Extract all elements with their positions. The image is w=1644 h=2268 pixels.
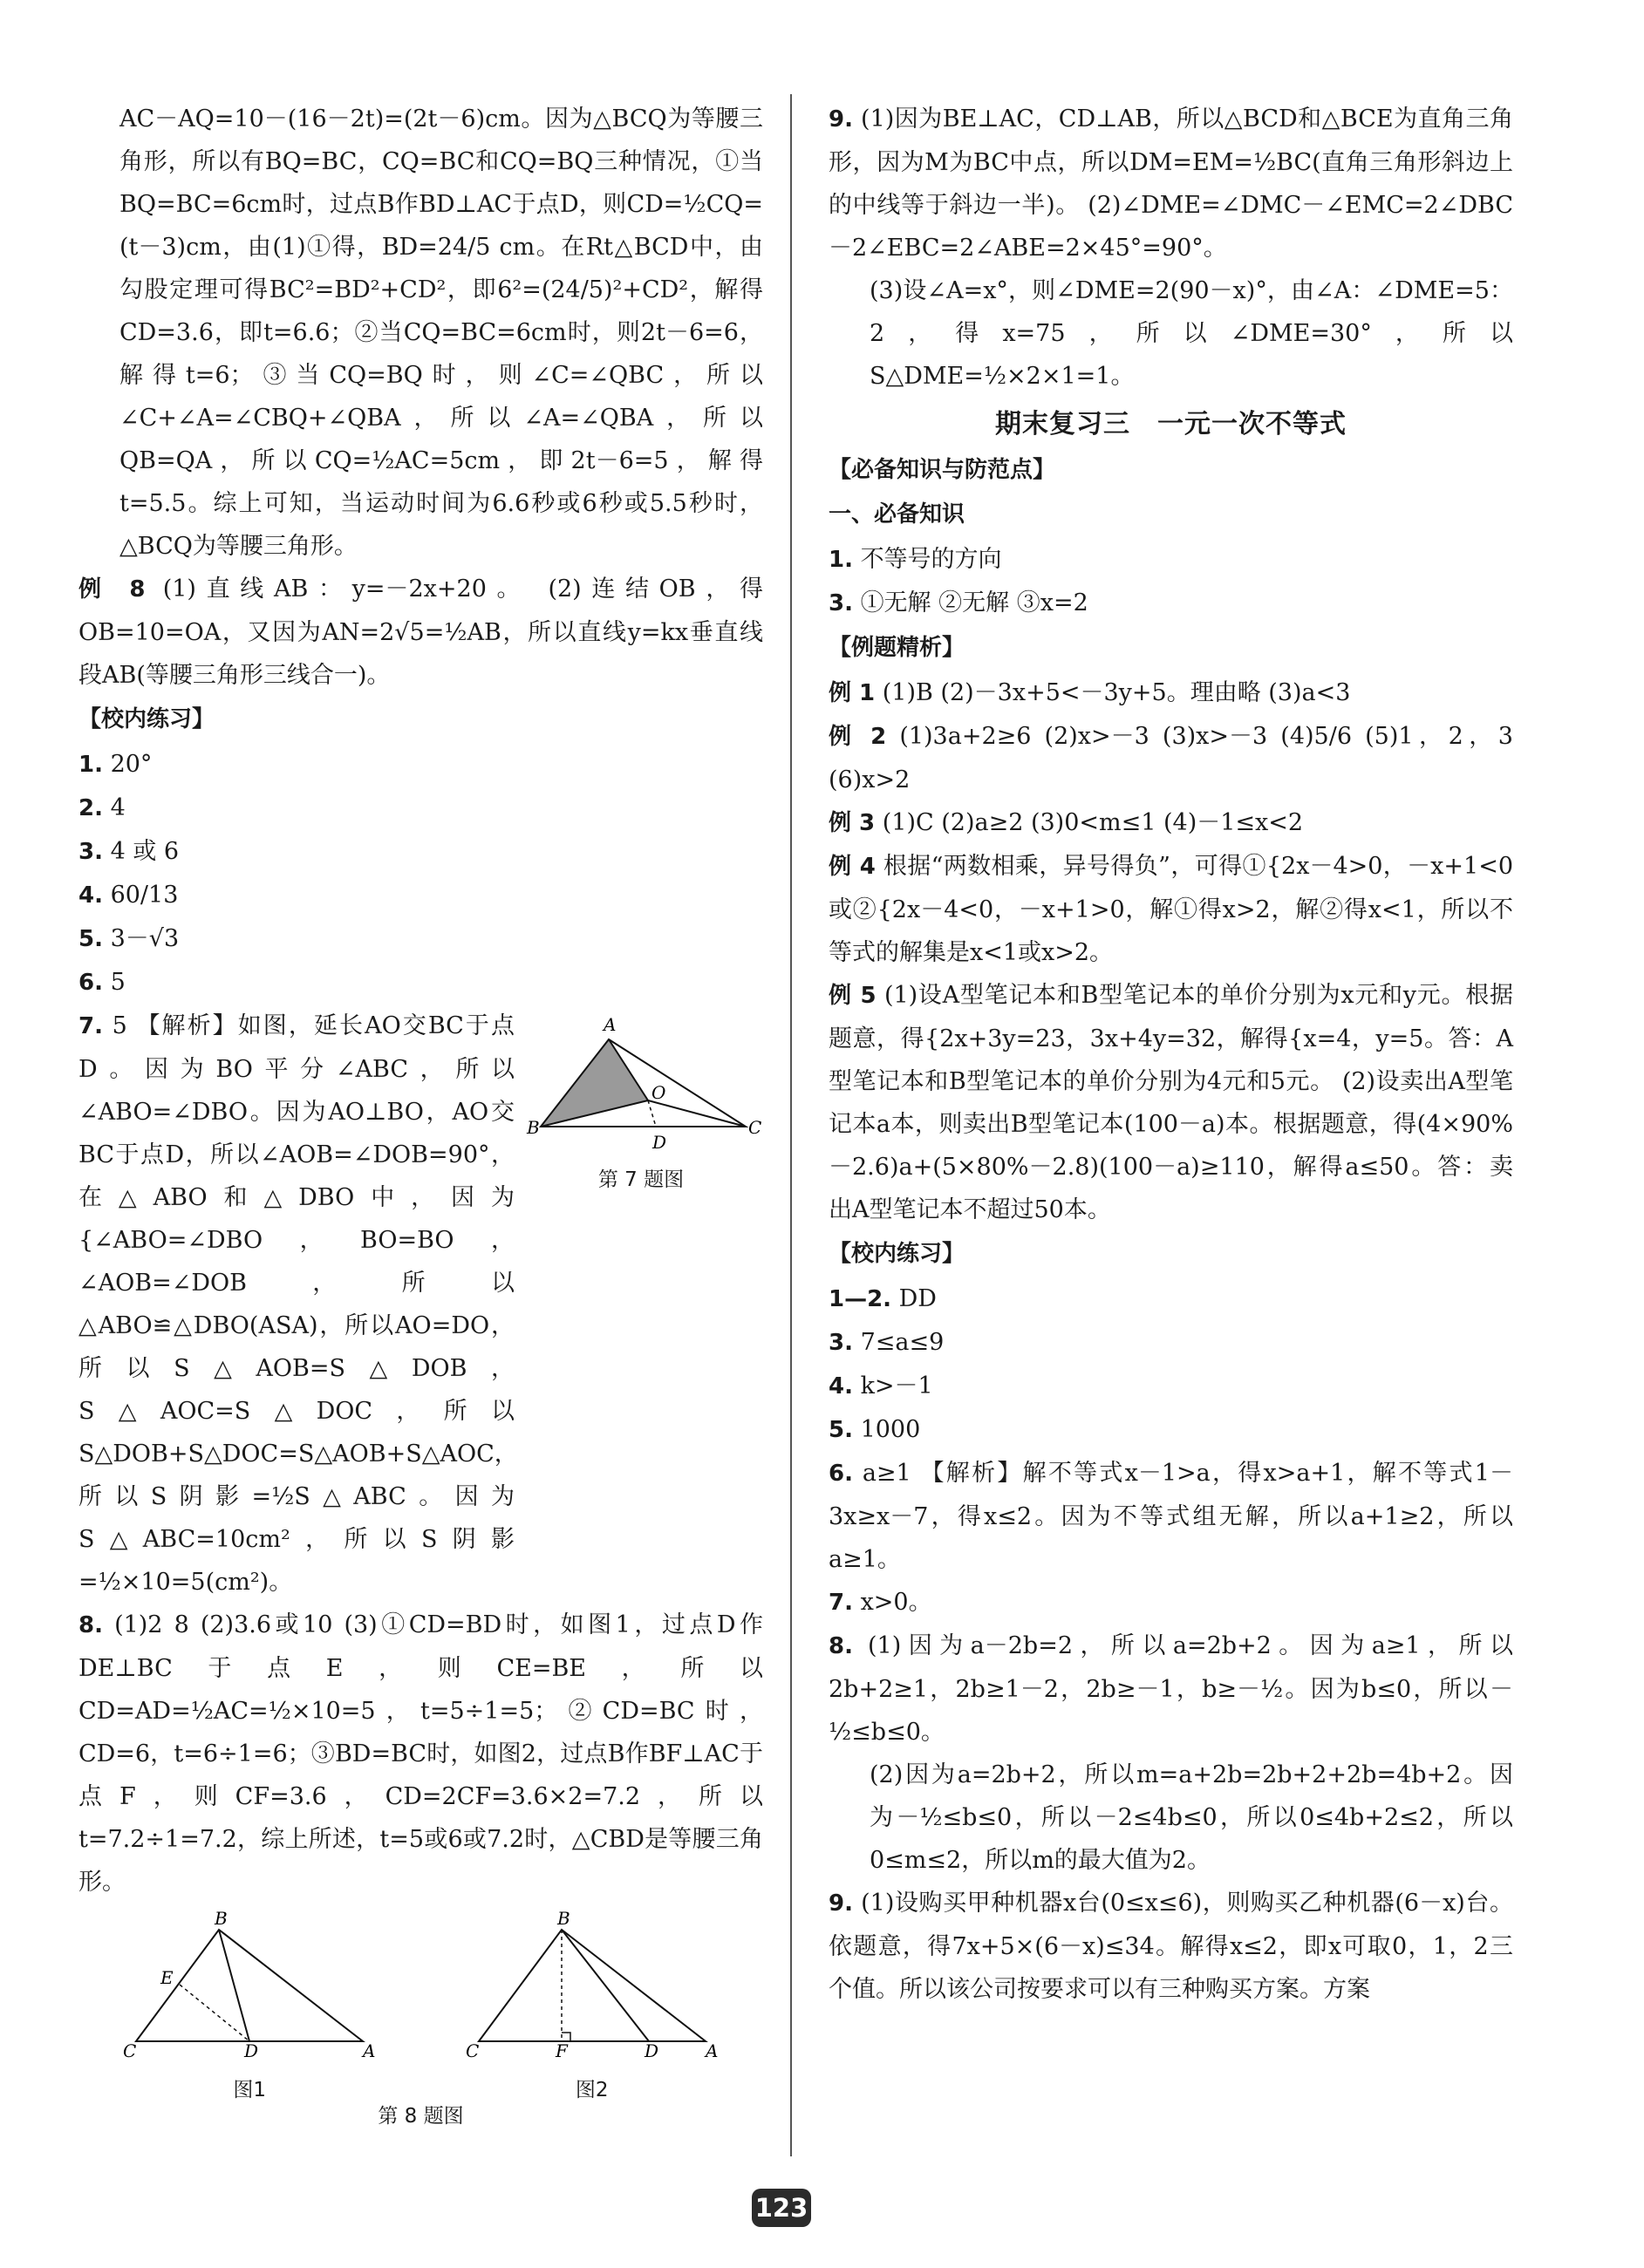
- answer-num: 2.: [78, 795, 103, 821]
- practice-text: (1)设购买甲种机器x台(0≤x≤6)，则购买乙种机器(6－x)台。依题意，得7x+5×(6－x)≤34。解得x≤2，即x可取0，1，2三个值。所以该公司按要求可以有三种购买方案。方案: [829, 1890, 1513, 2003]
- question-8-num: 8.: [78, 1612, 103, 1638]
- figure-8-2-label-B: B: [556, 1908, 570, 1929]
- practice-text: 7≤a≤9: [860, 1329, 945, 1356]
- question-7: [78, 1005, 763, 1604]
- example-item: [829, 974, 1513, 1231]
- figure-7-label-D: D: [652, 1132, 667, 1153]
- answer-list-left: [78, 743, 763, 1005]
- example-label: 例 5: [829, 983, 877, 1009]
- page-number: 123: [752, 2189, 811, 2227]
- practice-num: 5.: [829, 1417, 853, 1443]
- practice-num: 4.: [829, 1373, 853, 1400]
- knowledge-text: ①无解 ②无解 ③x=2: [860, 589, 1088, 616]
- figure-7-label-A: A: [604, 1014, 617, 1035]
- practice-num: 6.: [829, 1461, 853, 1487]
- question-9-part3: (3)设∠A=x°，则∠DME=2(90－x)°，由∠A：∠DME=5：2，得x=75，所以∠DME=30°，所以S△DME=½×2×1=1。: [870, 277, 1513, 390]
- question-8: [78, 1604, 763, 1904]
- answer-text: 20°: [110, 751, 153, 778]
- example-text: (1)B (2)－3x+5<－3y+5。理由略 (3)a<3: [882, 679, 1351, 706]
- example-text: 根据“两数相乘，异号得负”，可得①{2x－4>0，－x+1<0 或②{2x－4<0，－x+1>0，解①得x>2，解②得x<1，所以不等式的解集是x<1或x>2。: [829, 853, 1513, 966]
- left-column: [78, 98, 763, 2129]
- figure-8-1-label: 图1: [233, 2079, 267, 2101]
- figure-7: [519, 1005, 763, 1193]
- practice-item: [829, 1277, 1513, 1321]
- knowledge-item: [829, 538, 1513, 582]
- examples-heading: 【例题精析】: [829, 635, 965, 661]
- figure-8-1: [119, 1910, 380, 2103]
- figure-8-2: [461, 1910, 723, 2103]
- practice-num: 1—2.: [829, 1286, 892, 1312]
- question-9-top: [829, 98, 1513, 269]
- figure-8-2-diagram: [461, 1910, 723, 2063]
- example-text: (1)3a+2≥6 (2)x>－3 (3)x>－3 (4)5/6 (5)1，2，3 (6)x>2: [829, 723, 1513, 793]
- figure-8-1-label-B: B: [215, 1908, 228, 1929]
- knowledge-num: 1.: [829, 547, 853, 573]
- continued-solution: AC－AQ=10－(16－2t)=(2t－6)cm。因为△BCQ为等腰三角形，所以有BQ=BC，CQ=BC和CQ=BQ三种情况，①当BQ=BC=6cm时，过点B作BD⊥AC于点D，则CD=½CQ=(t－3)cm，由(1)①得，BD=24/5 cm。在Rt△BCD中，由勾股定理可得BC²=BD²+CD²，即6²=(24/5)²+CD²，解得CD=3.6，即t=6.6；②当CQ=BC=6cm时，则2t－6=6，解得t=6；③当CQ=BQ时，则∠C=∠QBC，所以∠C+∠A=∠CBQ+∠QBA，所以∠A=∠QBA，所以QB=QA，所以CQ=½AC=5cm，即2t－6=5，解得t=5.5。综上可知，当运动时间为6.6秒或6秒或5.5秒时，△BCQ为等腰三角形。: [119, 106, 763, 560]
- knowledge-num: 3.: [829, 590, 853, 616]
- practice-text: a≥1 【解析】解不等式x－1>a，得x>a+1，解不等式1－3x≥x－7，得x≤2。因为不等式组无解，所以a+1≥2，所以a≥1。: [829, 1460, 1513, 1573]
- answer-item: [78, 830, 763, 874]
- answer-item: [78, 874, 763, 917]
- question-9-body: (1)因为BE⊥AC，CD⊥AB，所以△BCD和△BCE为直角三角形，因为M为BC中点，所以DM=EM=½BC(直角三角形斜边上的中线等于斜边一半)。 (2)∠DME=∠DMC－∠EMC=2∠DBC－2∠EBC=2∠ABE=2×45°=90°。: [829, 106, 1513, 262]
- practice-text: 1000: [860, 1416, 921, 1443]
- answer-num: 4.: [78, 882, 103, 909]
- practice-text: (1)因为a－2b=2，所以a=2b+2。因为a≥1，所以2b+2≥1，2b≥1－2，2b≥－1，b≥－½。因为b≤0，所以－½≤b≤0。: [829, 1632, 1513, 1746]
- practice-num: 9.: [829, 1890, 853, 1917]
- example-item: [829, 715, 1513, 801]
- question-7-num: 7.: [78, 1013, 103, 1039]
- example-8-label: 例 8: [78, 576, 146, 603]
- question-7-text: [78, 1005, 518, 1604]
- answer-text: 5: [110, 969, 126, 996]
- column-divider: [790, 94, 792, 2156]
- practice-8-part2: (2)因为a=2b+2，所以m=a+2b=2b+2+2b=4b+2。因为－½≤b≤0，所以－2≤4b≤0，所以0≤4b+2≤2，所以0≤m≤2，所以m的最大值为2。: [870, 1761, 1513, 1874]
- answer-item: [78, 743, 763, 787]
- practice-item: [829, 1452, 1513, 1581]
- question-8-body: (1)2 8 (2)3.6或10 (3)①CD=BD时，如图1，过点D作DE⊥BC于点E，则CE=BE，所以CD=AD=½AC=½×10=5，t=5÷1=5；②CD=BC时，CD=6，t=6÷1=6；③BD=BC时，如图2，过点B作BF⊥AC于点F，则CF=3.6，CD=2CF=3.6×2=7.2，所以t=7.2÷1=7.2，综上所述，t=5或6或7.2时，△CBD是等腰三角形。: [78, 1611, 763, 1896]
- right-column: [829, 98, 1513, 2011]
- answer-num: 3.: [78, 839, 103, 865]
- answer-text: 60/13: [110, 882, 179, 909]
- practice-heading-left: 【校内练习】: [78, 706, 215, 732]
- figure-8: [78, 1910, 763, 2103]
- figure-8-2-label-A: A: [705, 2040, 719, 2061]
- practice-num: 7.: [829, 1590, 853, 1616]
- example-8-text: (1)直线AB：y=－2x+20。 (2)连结OB，得OB=10=OA，又因为AN=2√5=½AB，所以直线y=kx垂直线段AB(等腰三角形三线合一)。: [78, 576, 763, 689]
- knowledge-text: 不等号的方向: [860, 546, 1002, 573]
- example-label: 例 1: [829, 680, 876, 706]
- practice-text: x>0。: [860, 1589, 932, 1616]
- practice-item: [829, 1321, 1513, 1365]
- practice-item: [829, 1408, 1513, 1452]
- answer-text: 3－√3: [110, 925, 180, 952]
- practice-num: 8.: [829, 1633, 853, 1659]
- figure-8-2-label: 图2: [575, 2079, 609, 2101]
- practice-text: DD: [898, 1285, 937, 1312]
- answer-text: 4 或 6: [110, 838, 180, 865]
- figure-8-caption: 第 8 题图: [378, 2105, 464, 2128]
- figure-7-label-O: O: [651, 1082, 666, 1103]
- example-label: 例 4: [829, 854, 876, 880]
- example-text: (1)C (2)a≥2 (3)0<m≤1 (4)－1≤x<2: [882, 809, 1304, 836]
- answer-text: 4: [110, 794, 126, 821]
- answer-item: [78, 917, 763, 961]
- figure-8-1-diagram: [119, 1910, 380, 2063]
- practice-heading-right: 【校内练习】: [829, 1241, 965, 1267]
- figure-8-1-label-D: D: [244, 2040, 259, 2061]
- answer-num: 6.: [78, 970, 103, 996]
- question-7-body: 5 【解析】如图，延长AO交BC于点D。因为BO平分∠ABC，所以∠ABO=∠DBO。因为AO⊥BO，AO交BC于点D，所以∠AOB=∠DOB=90°，在△ABO和△DBO中，因为{∠ABO=∠DBO，BO=BO，∠AOB=∠DOB，所以△ABO≌△DBO(ASA)，所以AO=DO，所以S△AOB=S△DOB，S△AOC=S△DOC，所以S△DOB+S△DOC=S△AOB+S△AOC，所以S阴影=½S△ABC。因为S△ABC=10cm²，所以S阴影=½×10=5(cm²)。: [78, 1012, 518, 1596]
- example-text: (1)设A型笔记本和B型笔记本的单价分别为x元和y元。根据题意，得{2x+3y=23，3x+4y=32，解得{x=4，y=5。答：A型笔记本和B型笔记本的单价分别为4元和5元。 (2)设卖出A型笔记本a本，则卖出B型笔记本(100－a)本。根据题意，得(4×90%－2.6)a+(5×80%－2.8)(100－a)≥110，解得a≤50。答：卖出A型笔记本不超过50本。: [829, 982, 1513, 1223]
- practice-item: [829, 1365, 1513, 1408]
- practice-text: k>－1: [860, 1372, 933, 1400]
- example-label: 例 2: [829, 724, 887, 750]
- figure-8-2-label-F: F: [555, 2040, 568, 2061]
- example-item: [829, 671, 1513, 715]
- practice-num: 3.: [829, 1330, 853, 1356]
- example-item: [829, 801, 1513, 845]
- knowledge-heading: 【必备知识与防范点】: [829, 457, 1056, 483]
- example-8: [78, 568, 763, 697]
- figure-7-caption: 第 7 题图: [597, 1168, 685, 1191]
- practice-item: [829, 1624, 1513, 1754]
- figure-7-label-C: C: [748, 1117, 762, 1138]
- practice-item: [829, 1882, 1513, 2011]
- answer-item: [78, 787, 763, 830]
- section-title: 期末复习三 一元一次不等式: [995, 409, 1347, 439]
- answer-num: 5.: [78, 926, 103, 952]
- answer-item: [78, 961, 763, 1005]
- figure-8-2-label-D: D: [644, 2040, 658, 2061]
- practice-item: [829, 1581, 1513, 1624]
- example-label: 例 3: [829, 810, 876, 836]
- knowledge-item: [829, 582, 1513, 625]
- example-item: [829, 845, 1513, 974]
- figure-8-1-label-C: C: [123, 2040, 137, 2061]
- figure-8-2-label-C: C: [465, 2040, 480, 2061]
- knowledge-subheading: 一、必备知识: [829, 501, 965, 528]
- figure-8-1-label-E: E: [160, 1967, 174, 1988]
- answer-num: 1.: [78, 752, 103, 778]
- question-9-num: 9.: [829, 106, 853, 133]
- figure-8-1-label-A: A: [363, 2040, 376, 2061]
- figure-7-label-B: B: [527, 1117, 540, 1138]
- figure-7-diagram: [523, 1005, 762, 1153]
